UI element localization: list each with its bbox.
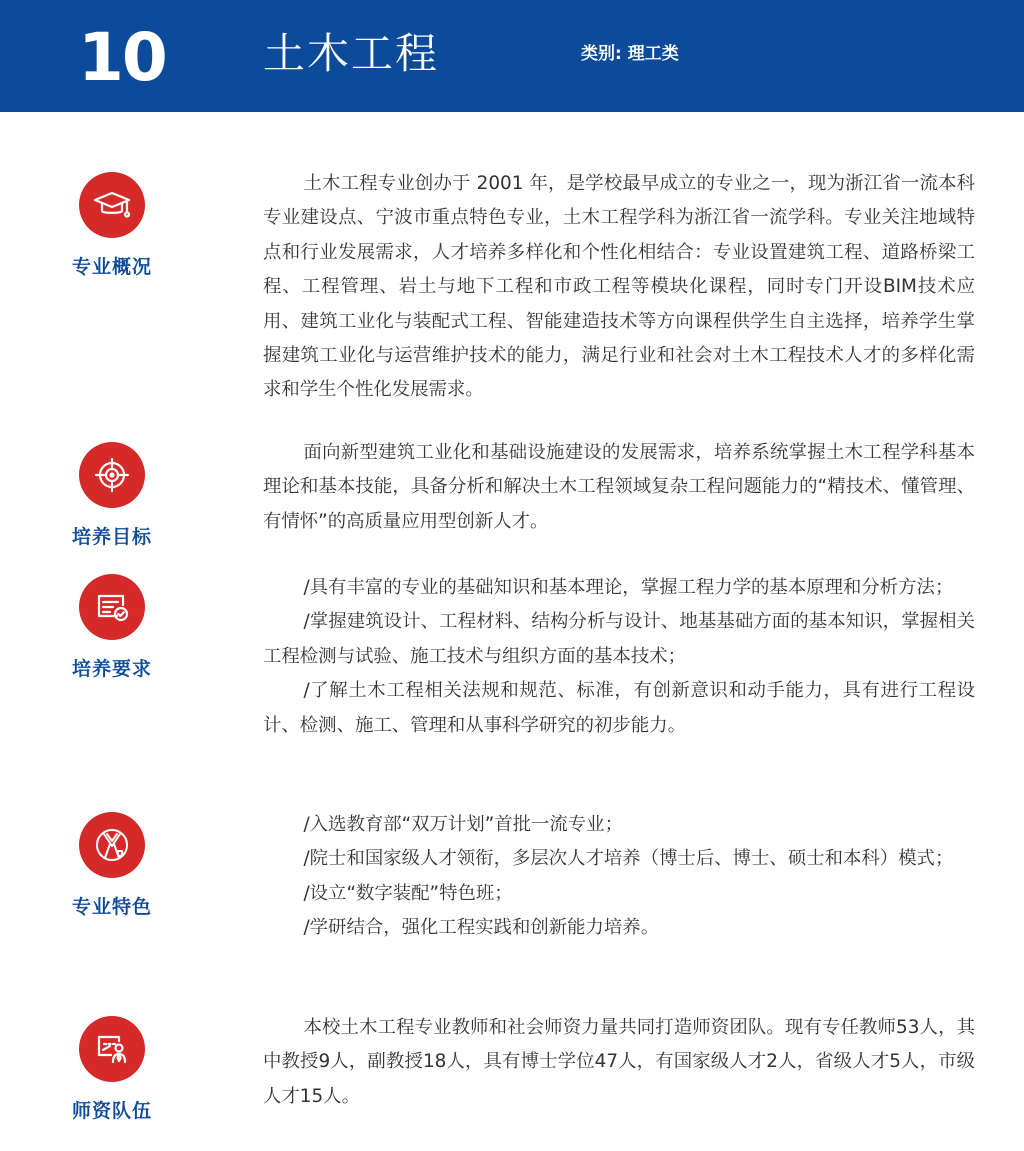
section-label: 培养要求 bbox=[71, 658, 152, 680]
section-content bbox=[263, 1011, 975, 1114]
ribbon-badge-icon bbox=[79, 812, 145, 878]
major-category: 类别: 理工类 bbox=[581, 44, 679, 64]
paragraph: /院士和国家级人才领衔，多层次人才培养（博士后、博士、硕士和本科）模式； bbox=[303, 848, 954, 870]
paragraph: 土木工程专业创办于 2001 年，是学校最早成立的专业之一，现为浙江省一流本科专业建设点、宁波市重点特色专业，土木工程学科为浙江省一流学科。专业关注地域特点和行业发展需求，人才培养多样化和个性化相结合：专业设置建筑工程、道路桥梁工程、工程管理、岩土与地下工程和市政工程等模块化课程，同时专门开设BIM技术应用、建筑工业化与装配式工程、智能建造技术等方向课程供学生自主选择，培养学生掌握建筑工业化与运营维护技术的能力，满足行业和社会对土木工程技术人才的多样化需求和学生个性化发展需求。 bbox=[263, 173, 975, 401]
paragraph: /设立“数字装配”特色班； bbox=[303, 882, 513, 904]
section-side bbox=[60, 812, 164, 920]
paragraph: /掌握建筑设计、工程材料、结构分析与设计、地基基础方面的基本知识，掌握相关工程检测与试验、施工技术与组织方面的基本技术； bbox=[263, 611, 975, 667]
paragraph: 本校土木工程专业教师和社会师资力量共同打造师资团队。现有专任教师53人，其中教授9人，副教授18人，具有博士学位47人，有国家级人才2人，省级人才5人，市级人才15人。 bbox=[263, 1017, 975, 1107]
major-title: 土木工程 bbox=[263, 29, 440, 78]
graduation-cap-icon bbox=[79, 172, 145, 238]
paragraph: /学研结合，强化工程实践和创新能力培养。 bbox=[303, 917, 660, 939]
section-content bbox=[263, 167, 975, 408]
teacher-board-icon bbox=[79, 1016, 145, 1082]
header-bar bbox=[0, 0, 1024, 112]
section-label: 师资队伍 bbox=[71, 1100, 152, 1122]
section-side bbox=[60, 1016, 164, 1124]
section-label: 专业概况 bbox=[71, 256, 152, 278]
section-content bbox=[263, 436, 975, 539]
paragraph: /入选教育部“双万计划”首批一流专业； bbox=[303, 814, 623, 835]
paragraph: /了解土木工程相关法规和规范、标准，有创新意识和动手能力，具有进行工程设计、检测、施工、管理和从事科学研究的初步能力。 bbox=[263, 680, 975, 736]
checklist-icon bbox=[79, 574, 145, 640]
target-icon bbox=[79, 442, 145, 508]
section-side bbox=[60, 442, 164, 550]
section-side bbox=[60, 172, 164, 280]
paragraph: 面向新型建筑工业化和基础设施建设的发展需求，培养系统掌握土木工程学科基本理论和基本技能，具备分析和解决土木工程领域复杂工程问题能力的“精技术、懂管理、有情怀”的高质量应用型创新人才。 bbox=[263, 442, 975, 532]
section-side bbox=[60, 574, 164, 682]
major-number: 10 bbox=[78, 19, 166, 96]
paragraph: /具有丰富的专业的基础知识和基本理论，掌握工程力学的基本原理和分析方法； bbox=[303, 577, 954, 598]
section-label: 专业特色 bbox=[71, 896, 152, 918]
section-label: 培养目标 bbox=[71, 526, 152, 548]
section-content bbox=[263, 808, 975, 946]
section-content bbox=[263, 571, 975, 743]
